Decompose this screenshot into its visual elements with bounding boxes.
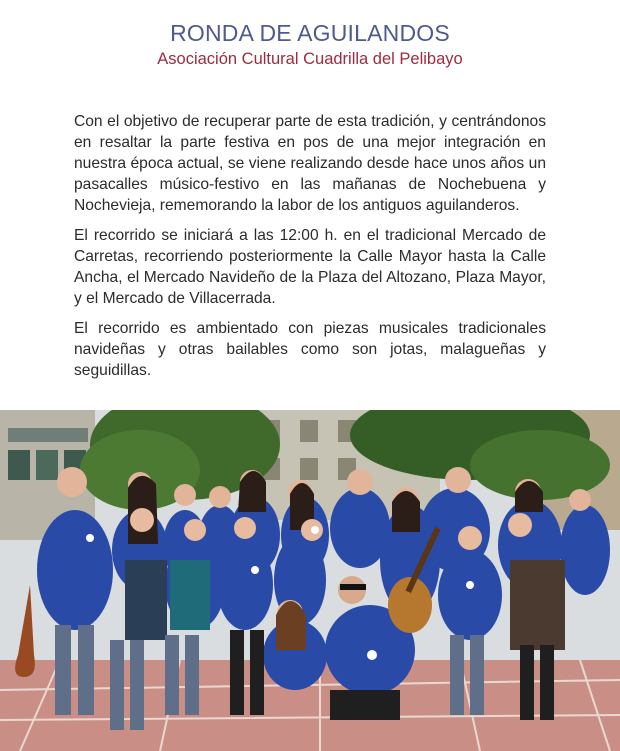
group-photo [0, 410, 620, 751]
paragraph-3: El recorrido es ambientado con piezas musicales tradicionales navideñas y otras bailables como son jotas, malagueñas y seguidillas. [74, 320, 546, 379]
paragraph-2: El recorrido se iniciará a las 12:00 h. en el tradicional Mercado de Carretas, recorriendo posteriormente la Calle Mayor hasta la Calle Ancha, el Mercado Navideño de la Plaza del Altozano, Plaza Mayor, y el Mercado de Villacerrada. [74, 227, 546, 307]
page-title: RONDA DE AGUILANDOS [170, 20, 450, 46]
paragraph-1: Con el objetivo de recuperar parte de esta tradición, y centrándonos en resaltar la parte festiva en pos de una mejor integración en nuestra época actual, se viene realizando desde hace unos años un pasacalles músico-festivo en las mañanas de Nochebuena y Nochevieja, rememorando la labor de los antiguos aguilanderos. [74, 113, 546, 214]
page-subtitle: Asociación Cultural Cuadrilla del Pelibayo [157, 50, 463, 68]
group-photo-illustration [0, 410, 620, 751]
article-body [74, 111, 546, 390]
